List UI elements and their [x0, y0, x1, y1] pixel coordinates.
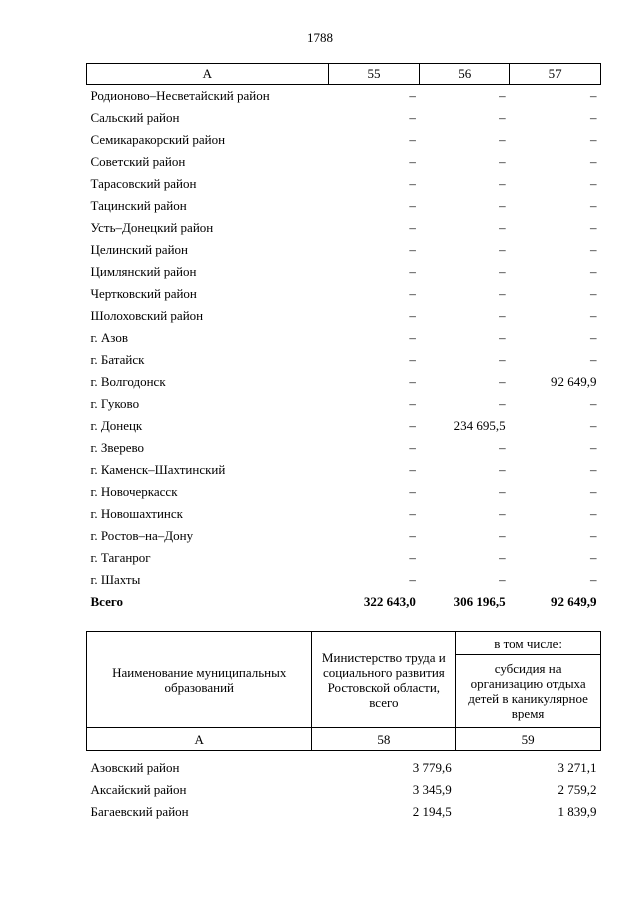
value-cell: – [590, 572, 597, 587]
table-row [87, 151, 601, 173]
value-cell: – [590, 550, 597, 565]
table-row [87, 217, 601, 239]
table-row [87, 801, 601, 823]
column-header-56: 56 [420, 64, 510, 85]
budget-table-top [86, 63, 601, 613]
value-cell: – [409, 462, 416, 477]
value-cell: – [499, 242, 506, 257]
table-row [87, 261, 601, 283]
value-cell: – [409, 110, 416, 125]
table-row [87, 173, 601, 195]
value-cell: – [499, 396, 506, 411]
value-cell: – [499, 176, 506, 191]
value-cell: – [590, 220, 597, 235]
municipality-name-cell: г. Шахты [90, 572, 141, 587]
value-cell: – [590, 484, 597, 499]
municipality-name-cell: г. Каменск–Шахтинский [90, 462, 226, 477]
value-cell: – [409, 550, 416, 565]
value-cell: 3 779,6 [412, 760, 452, 775]
value-cell: – [409, 572, 416, 587]
value-cell: – [409, 154, 416, 169]
municipality-name-cell: г. Новошахтинск [90, 506, 183, 521]
value-cell: – [590, 462, 597, 477]
table-row [87, 569, 601, 591]
budget-table-bottom [86, 631, 601, 823]
total-value: 306 196,5 [453, 594, 506, 609]
total-value: 92 649,9 [551, 594, 597, 609]
table-body [87, 751, 601, 824]
value-cell: – [499, 462, 506, 477]
municipality-name-cell: Усть–Донецкий район [90, 220, 214, 235]
table-row [87, 371, 601, 393]
total-row [87, 591, 601, 613]
value-cell: 3 345,9 [412, 782, 452, 797]
value-cell: – [590, 88, 597, 103]
value-cell: – [499, 550, 506, 565]
municipality-name-cell: г. Батайск [90, 352, 145, 367]
value-cell: – [499, 528, 506, 543]
header-subsidy: субсидия на организацию отдыха детей в каникулярное время [456, 655, 601, 728]
value-cell: – [409, 440, 416, 455]
value-cell: – [590, 418, 597, 433]
column-header-57: 57 [510, 64, 601, 85]
table-row [87, 547, 601, 569]
header-including: в том числе: [456, 632, 601, 655]
value-cell: – [499, 484, 506, 499]
header-ministry-total: Министерство труда и социального развития Ростовской области, всего [312, 632, 456, 728]
value-cell: – [590, 528, 597, 543]
municipality-name-cell: г. Волгодонск [90, 374, 166, 389]
value-cell: – [409, 242, 416, 257]
header-municipality-name: Наименование муниципальных образований [87, 632, 312, 728]
table-row [87, 459, 601, 481]
municipality-name-cell: Багаевский район [90, 804, 189, 819]
value-cell: – [409, 176, 416, 191]
table-header-row [87, 64, 601, 85]
municipality-name-cell: г. Таганрог [90, 550, 151, 565]
value-cell: – [499, 198, 506, 213]
column-header-55: 55 [328, 64, 420, 85]
table-row [87, 85, 601, 108]
table-row [87, 195, 601, 217]
municipality-name-cell: г. Гуково [90, 396, 140, 411]
value-cell: 2 194,5 [412, 804, 452, 819]
municipality-name-cell: Сальский район [90, 110, 180, 125]
value-cell: – [499, 506, 506, 521]
municipality-name-cell: Чертковский район [90, 286, 197, 301]
municipality-name-cell: Тацинский район [90, 198, 187, 213]
total-label: Всего [90, 594, 123, 609]
municipality-name-cell: г. Ростов–на–Дону [90, 528, 194, 543]
table-row [87, 751, 601, 780]
table-row [87, 239, 601, 261]
table-row [87, 415, 601, 437]
value-cell: – [590, 154, 597, 169]
value-cell: – [590, 308, 597, 323]
value-cell: – [409, 330, 416, 345]
value-cell: – [409, 286, 416, 301]
column-header-59: 59 [456, 728, 601, 751]
value-cell: – [499, 374, 506, 389]
value-cell: – [409, 374, 416, 389]
value-cell: – [499, 220, 506, 235]
value-cell: 92 649,9 [551, 374, 597, 389]
municipality-name-cell: г. Донецк [90, 418, 143, 433]
value-cell: – [409, 396, 416, 411]
table-row [87, 349, 601, 371]
value-cell: – [590, 286, 597, 301]
municipality-name-cell: Целинский район [90, 242, 188, 257]
table-row [87, 779, 601, 801]
value-cell: – [590, 330, 597, 345]
table-row [87, 129, 601, 151]
value-cell: – [590, 264, 597, 279]
value-cell: – [499, 286, 506, 301]
municipality-name-cell: Советский район [90, 154, 186, 169]
table-row [87, 481, 601, 503]
column-header-58: 58 [312, 728, 456, 751]
value-cell: 234 695,5 [453, 418, 506, 433]
municipality-name-cell: Семикаракорский район [90, 132, 226, 147]
municipality-name-cell: Родионово–Несветайский район [90, 88, 270, 103]
table-body [87, 85, 601, 614]
value-cell: – [499, 88, 506, 103]
value-cell: – [499, 572, 506, 587]
value-cell: – [409, 88, 416, 103]
value-cell: – [499, 308, 506, 323]
value-cell: 3 271,1 [557, 760, 597, 775]
table-row [87, 107, 601, 129]
table-row [87, 305, 601, 327]
table-row [87, 525, 601, 547]
value-cell: – [499, 352, 506, 367]
value-cell: – [499, 154, 506, 169]
municipality-name-cell: г. Зверево [90, 440, 145, 455]
value-cell: – [409, 484, 416, 499]
municipality-name-cell: Азовский район [90, 760, 180, 775]
value-cell: – [409, 352, 416, 367]
table-row [87, 393, 601, 415]
municipality-name-cell: Цимлянский район [90, 264, 197, 279]
value-cell: – [499, 264, 506, 279]
municipality-name-cell: Шолоховский район [90, 308, 204, 323]
municipality-name-cell: г. Азов [90, 330, 128, 345]
value-cell: – [499, 330, 506, 345]
table-row [87, 283, 601, 305]
value-cell: – [590, 132, 597, 147]
municipality-name-cell: Тарасовский район [90, 176, 197, 191]
value-cell: – [409, 220, 416, 235]
value-cell: – [409, 264, 416, 279]
value-cell: – [499, 110, 506, 125]
value-cell: – [409, 198, 416, 213]
value-cell: – [409, 308, 416, 323]
value-cell: – [590, 396, 597, 411]
value-cell: 2 759,2 [557, 782, 597, 797]
table-row [87, 503, 601, 525]
municipality-name-cell: г. Новочеркасск [90, 484, 178, 499]
column-header-a: А [87, 64, 329, 85]
value-cell: – [590, 440, 597, 455]
value-cell: – [590, 506, 597, 521]
value-cell: – [590, 176, 597, 191]
value-cell: – [590, 198, 597, 213]
value-cell: – [499, 132, 506, 147]
municipality-name-cell: Аксайский район [90, 782, 187, 797]
column-header-a: А [87, 728, 312, 751]
page-number: 1788 [307, 30, 333, 45]
value-cell: – [590, 110, 597, 125]
value-cell: – [499, 440, 506, 455]
value-cell: – [590, 352, 597, 367]
value-cell: – [409, 418, 416, 433]
value-cell: – [590, 242, 597, 257]
table-row [87, 327, 601, 349]
value-cell: – [409, 506, 416, 521]
value-cell: – [409, 132, 416, 147]
total-value: 322 643,0 [363, 594, 416, 609]
value-cell: – [409, 528, 416, 543]
value-cell: 1 839,9 [557, 804, 597, 819]
table-row [87, 437, 601, 459]
